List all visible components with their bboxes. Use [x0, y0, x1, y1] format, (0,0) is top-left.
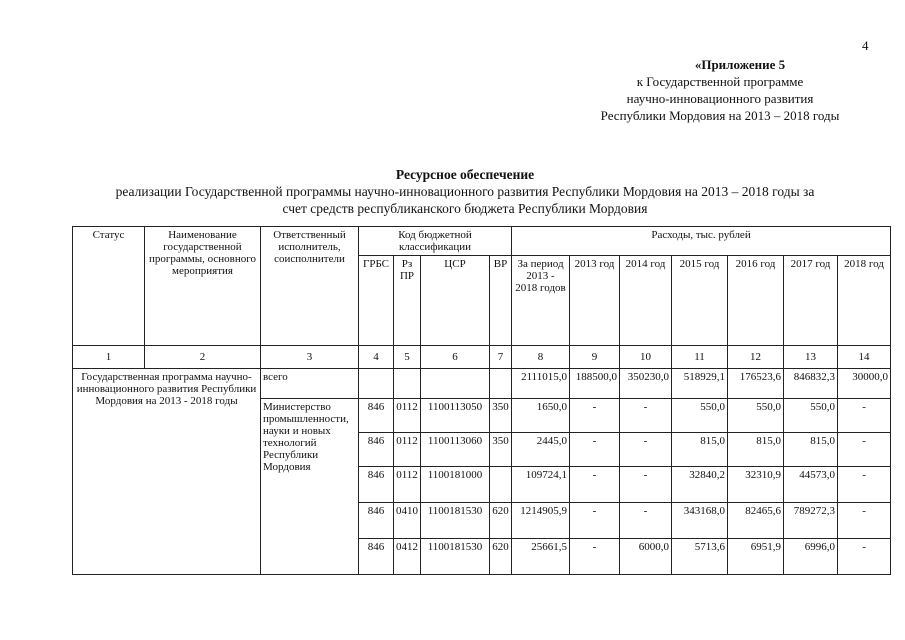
col-number: 12: [728, 346, 784, 369]
cell-2017: 550,0: [784, 399, 838, 433]
cell-2018: -: [838, 539, 891, 575]
header-status: Статус: [73, 227, 145, 346]
col-number: 10: [620, 346, 672, 369]
cell-rzpr: 0410: [394, 503, 421, 539]
page-number: 4: [862, 38, 869, 53]
cell-rzpr: 0112: [394, 467, 421, 503]
cell-period: 109724,1: [512, 467, 570, 503]
col-number: 7: [490, 346, 512, 369]
cell-rzpr: 0112: [394, 399, 421, 433]
cell-2016: 82465,6: [728, 503, 784, 539]
executor-ministry: Министерство промышленности, науки и новых технологий Республики Мордовия: [261, 399, 359, 575]
header-2018: 2018 год: [838, 256, 891, 346]
appendix-line: научно-инновационного развития: [626, 91, 814, 106]
table-row-total: [73, 369, 891, 399]
title-heading: Ресурсное обеспечение: [395, 167, 535, 182]
cell-csr: 1100181000: [421, 467, 490, 503]
total-2013: 188500,0: [570, 369, 620, 399]
cell-vr: [490, 467, 512, 503]
cell-2016: 6951,9: [728, 539, 784, 575]
cell-grbs: 846: [359, 539, 394, 575]
cell-csr: 1100113050: [421, 399, 490, 433]
col-number: 14: [838, 346, 891, 369]
cell-period: 1214905,9: [512, 503, 570, 539]
col-number: 8: [512, 346, 570, 369]
total-period: 2111015,0: [512, 369, 570, 399]
header-expenses: Расходы, тыс. рублей: [512, 227, 891, 256]
cell-2018: -: [838, 399, 891, 433]
cell-rzpr: 0112: [394, 433, 421, 467]
col-number: 9: [570, 346, 620, 369]
cell-2013: -: [570, 433, 620, 467]
cell-csr: 1100181530: [421, 539, 490, 575]
empty-cell: [394, 369, 421, 399]
col-number: 3: [261, 346, 359, 369]
empty-cell: [421, 369, 490, 399]
cell-2014: -: [620, 399, 672, 433]
cell-2015: 550,0: [672, 399, 728, 433]
empty-cell: [490, 369, 512, 399]
column-number-row: [73, 346, 891, 369]
header-2017: 2017 год: [784, 256, 838, 346]
executor-total: всего: [261, 369, 359, 399]
cell-vr: 620: [490, 503, 512, 539]
cell-2014: 6000,0: [620, 539, 672, 575]
total-2016: 176523,6: [728, 369, 784, 399]
header-2015: 2015 год: [672, 256, 728, 346]
cell-rzpr: 0412: [394, 539, 421, 575]
col-number: 1: [73, 346, 145, 369]
cell-2018: -: [838, 467, 891, 503]
header-2016: 2016 год: [728, 256, 784, 346]
total-2017: 846832,3: [784, 369, 838, 399]
cell-2018: -: [838, 503, 891, 539]
cell-2013: -: [570, 539, 620, 575]
cell-csr: 1100113060: [421, 433, 490, 467]
cell-2017: 6996,0: [784, 539, 838, 575]
header-2013: 2013 год: [570, 256, 620, 346]
header-rzpr: Рз ПР: [394, 256, 421, 346]
cell-period: 1650,0: [512, 399, 570, 433]
cell-2014: -: [620, 503, 672, 539]
cell-2013: -: [570, 399, 620, 433]
cell-2015: 5713,6: [672, 539, 728, 575]
cell-period: 2445,0: [512, 433, 570, 467]
cell-2016: 32310,9: [728, 467, 784, 503]
program-status: Государственная программа научно-инновационного развития Республики Мордовия на 2013 - 2018 годы: [73, 369, 261, 575]
empty-cell: [359, 369, 394, 399]
cell-vr: 350: [490, 399, 512, 433]
col-number: 5: [394, 346, 421, 369]
total-2014: 350230,0: [620, 369, 672, 399]
header-budget-code: Код бюджетной классификации: [359, 227, 512, 256]
cell-vr: 350: [490, 433, 512, 467]
header-period: За период 2013 - 2018 годов: [512, 256, 570, 346]
cell-2015: 32840,2: [672, 467, 728, 503]
cell-grbs: 846: [359, 433, 394, 467]
appendix-title: «Приложение 5: [694, 57, 786, 72]
appendix-line: Республики Мордовия на 2013 – 2018 годы: [600, 108, 840, 123]
cell-2018: -: [838, 433, 891, 467]
total-2015: 518929,1: [672, 369, 728, 399]
header-csr: ЦСР: [421, 256, 490, 346]
header-row: [73, 227, 891, 256]
cell-vr: 620: [490, 539, 512, 575]
appendix-header: [570, 56, 870, 124]
cell-2014: -: [620, 433, 672, 467]
header-vr: ВР: [490, 256, 512, 346]
resource-table: [72, 226, 891, 575]
cell-2015: 815,0: [672, 433, 728, 467]
cell-csr: 1100181530: [421, 503, 490, 539]
cell-2017: 815,0: [784, 433, 838, 467]
header-2014: 2014 год: [620, 256, 672, 346]
col-number: 13: [784, 346, 838, 369]
col-number: 11: [672, 346, 728, 369]
title-line: реализации Государственной программы научно-инновационного развития Республики Мордовия на 2013 – 2018 годы за: [115, 184, 815, 199]
cell-2015: 343168,0: [672, 503, 728, 539]
col-number: 6: [421, 346, 490, 369]
cell-grbs: 846: [359, 467, 394, 503]
col-number: 4: [359, 346, 394, 369]
total-2018: 30000,0: [838, 369, 891, 399]
cell-2016: 815,0: [728, 433, 784, 467]
col-number: 2: [145, 346, 261, 369]
header-grbs: ГРБС: [359, 256, 394, 346]
appendix-line: к Государственной программе: [636, 74, 804, 89]
cell-2013: -: [570, 503, 620, 539]
header-name: Наименование государственной программы, основного мероприятия: [145, 227, 261, 346]
cell-grbs: 846: [359, 503, 394, 539]
cell-2014: -: [620, 467, 672, 503]
document-title: [60, 166, 870, 217]
title-line: счет средств республиканского бюджета Республики Мордовия: [282, 201, 648, 216]
cell-2013: -: [570, 467, 620, 503]
cell-grbs: 846: [359, 399, 394, 433]
cell-2017: 44573,0: [784, 467, 838, 503]
cell-2016: 550,0: [728, 399, 784, 433]
cell-2017: 789272,3: [784, 503, 838, 539]
cell-period: 25661,5: [512, 539, 570, 575]
header-executor: Ответственный исполнитель, соисполнители: [261, 227, 359, 346]
